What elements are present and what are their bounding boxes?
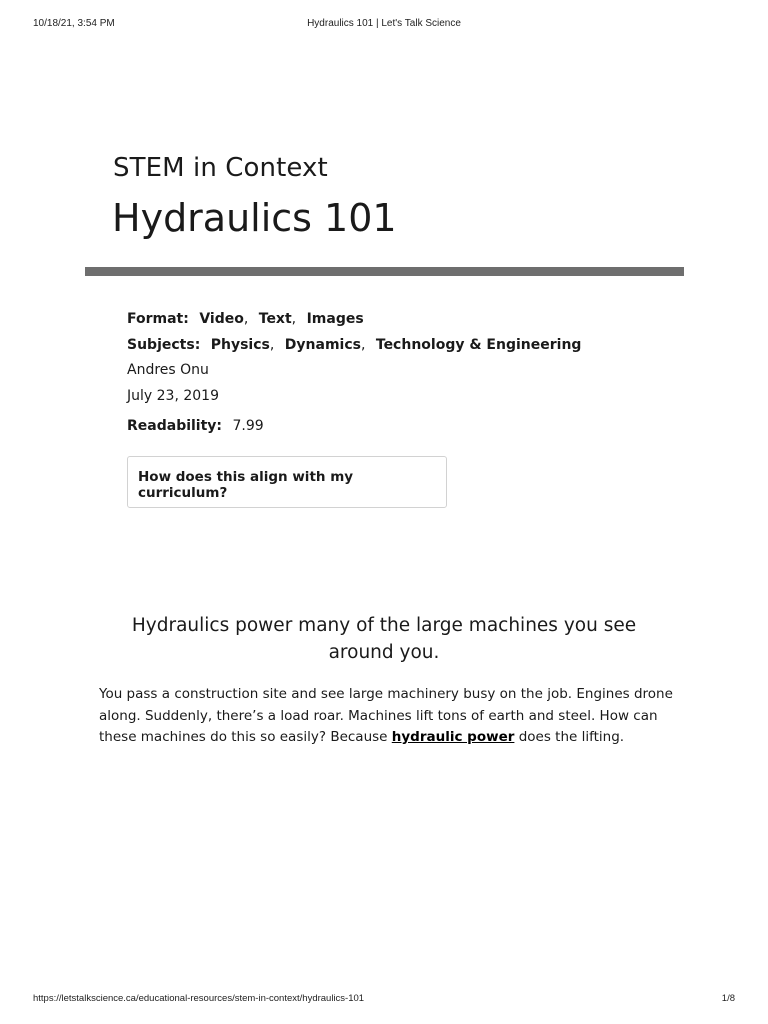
print-doc-title: Hydraulics 101 | Let's Talk Science bbox=[307, 18, 461, 29]
subjects-label: Subjects: bbox=[127, 337, 201, 353]
curriculum-accordion[interactable] bbox=[127, 456, 447, 508]
print-header bbox=[0, 18, 768, 32]
readability-value: 7.99 bbox=[232, 418, 264, 434]
subject-tag[interactable]: Physics bbox=[210, 337, 270, 353]
paragraph-text: You pass a construction site and see large machinery busy on the job. Engines drone along. Suddenly, there’s a load roar. Machines lift tons of earth and steel. How can these machines do this so easily? Because bbox=[99, 686, 673, 745]
format-tag[interactable]: Images bbox=[306, 311, 364, 327]
print-footer bbox=[0, 993, 768, 1007]
curriculum-question[interactable]: How does this align with my curriculum? bbox=[138, 469, 354, 501]
publish-date: July 23, 2019 bbox=[127, 388, 219, 404]
readability-row bbox=[127, 418, 264, 434]
print-datetime: 10/18/21, 3:54 PM bbox=[33, 18, 115, 29]
article-lead: Hydraulics power many of the large machines you see around you. bbox=[131, 615, 637, 663]
format-label: Format: bbox=[127, 311, 189, 327]
subject-tag[interactable]: Dynamics bbox=[284, 337, 361, 353]
page-url: https://letstalkscience.ca/educational-resources/stem-in-context/hydraulics-101 bbox=[33, 993, 365, 1004]
format-tag[interactable]: Text bbox=[258, 311, 292, 327]
readability-label: Readability: bbox=[127, 418, 223, 434]
title-divider bbox=[85, 267, 684, 276]
body-paragraph bbox=[99, 684, 679, 749]
paragraph-text-end: does the lifting. bbox=[514, 729, 625, 745]
page-number: 1/8 bbox=[721, 993, 735, 1004]
format-tag[interactable]: Video bbox=[199, 311, 244, 327]
page-title: Hydraulics 101 bbox=[112, 196, 397, 240]
subject-tag[interactable]: Technology & Engineering bbox=[375, 337, 582, 353]
format-row: Format: Video, Text, Images bbox=[127, 311, 364, 327]
author-name: Andres Onu bbox=[127, 362, 209, 378]
subjects-row: Subjects: Physics, Dynamics, Technology & Engineering bbox=[127, 337, 582, 353]
article-kicker: STEM in Context bbox=[113, 153, 328, 183]
hydraulic-power-link[interactable]: hydraulic power bbox=[391, 729, 515, 745]
